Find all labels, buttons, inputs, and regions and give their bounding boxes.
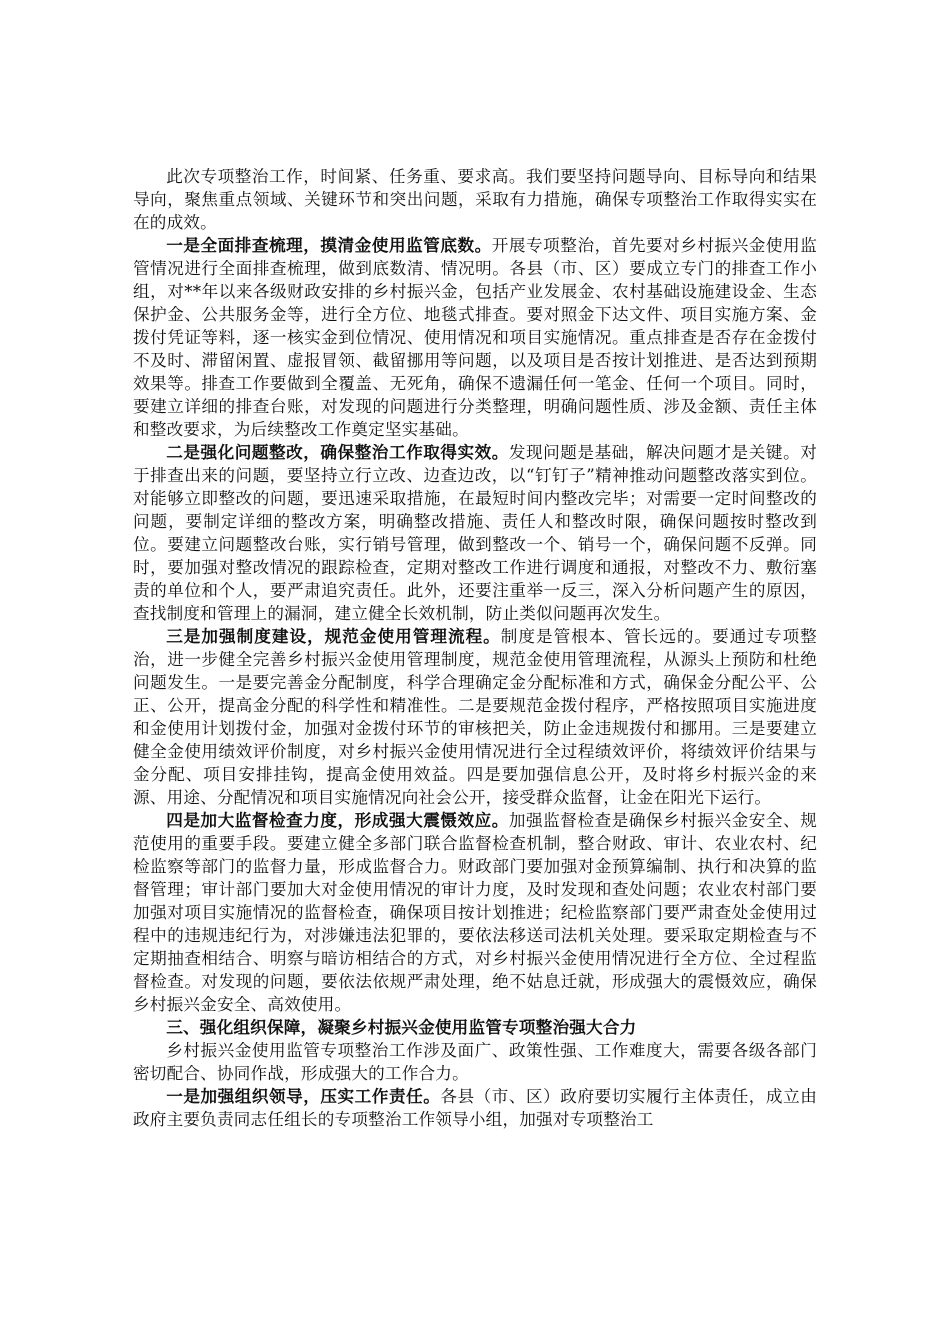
paragraph-body: 开展专项整治，首先要对乡村振兴金使用监管情况进行全面排查梳理，做到底数清、情况明。各县（市、区）要成立专门的排查工作小组，对**年以来各级财政安排的乡村振兴金，包括产业发展金、农村基础设施建设金、生态保护金、公共服务金等，进行全方位、地毯式排查。要对照金下达文件、项目实施方案、金拨付凭证等料，逐一核实金到位情况、使用情况和项目实施情况。重点排查是否存在金拨付不及时、滞留闲置、虚报冒领、截留挪用等问题，以及项目是否按计划推进、是否达到预期效果等。排查工作要做到全覆盖、无死角，确保不遗漏任何一笔金、任何一个项目。同时，要建立详细的排查台账，对发现的问题进行分类整理，明确问题性质、涉及金额、责任主体和整改要求，为后续整改工作奠定坚实基础。 [133,236,817,439]
paragraph-item-1 [133,234,817,441]
paragraph-lead: 三是加强制度建设，规范金使用管理流程。 [166,626,501,646]
document-page [133,165,817,1131]
paragraph-lead: 二是强化问题整改，确保整治工作取得实效。 [166,442,509,462]
paragraph-lead: 一是全面排查梳理，摸清金使用监管底数。 [166,235,492,255]
paragraph-lead: 四是加大监督检查力度，形成强大震慑效应。 [166,810,509,830]
paragraph-body: 发现问题是基础，解决问题才是关键。对于排查出来的问题，要坚持立行立改、边查边改，以“钉钉子”精神推动问题整改落实到位。对能够立即整改的问题，要迅速采取措施，在最短时间内整改完毕；对需要一定时间整改的问题，要制定详细的整改方案，明确整改措施、责任人和整改时限，确保问题按时整改到位。要建立问题整改台账，实行销号管理，做到整改一个、销号一个，确保问题不反弹。同时，要加强对整改情况的跟踪检查，定期对整改工作进行调度和通报，对整改不力、敷衍塞责的单位和个人，要严肃追究责任。此外，还要注重举一反三，深入分析问题产生的原因，查找制度和管理上的漏洞，建立健全长效机制，防止类似问题再次发生。 [133,443,818,623]
paragraph-body: 此次专项整治工作，时间紧、任务重、要求高。我们要坚持问题导向、目标导向和结果导向，聚焦重点领域、关键环节和突出问题，采取有力措施，确保专项整治工作取得实实在在的成效。 [133,167,817,232]
paragraph-item-4 [133,809,817,1016]
paragraph-intro [133,165,817,234]
paragraph-body: 各县（市、区）政府要切实履行主体责任，成立由政府主要负责同志任组长的专项整治工作领导小组，加强对专项整治工 [133,1087,817,1129]
paragraph-body: 乡村振兴金使用监管专项整治工作涉及面广、政策性强、工作难度大，需要各级各部门密切配合、协同作战，形成强大的工作合力。 [133,1041,817,1083]
paragraph-section-intro [133,1039,817,1085]
paragraph-item-5 [133,1085,817,1131]
section-heading-text: 三、强化组织保障，凝聚乡村振兴金使用监管专项整治强大合力 [166,1017,637,1037]
paragraph-lead: 一是加强组织领导，压实工作责任。 [166,1086,441,1106]
paragraph-item-3 [133,625,817,809]
section-heading [133,1016,817,1039]
paragraph-body: 制度是管根本、管长远的。要通过专项整治，进一步健全完善乡村振兴金使用管理制度，规范金使用管理流程，从源头上预防和杜绝问题发生。一是要完善金分配制度，科学合理确定金分配标准和方式，确保金分配公平、公正、公开，提高金分配的科学性和精准性。二是要规范金拨付程序，严格按照项目实施进度和金使用计划拨付金，加强对金拨付环节的审核把关，防止金违规拨付和挪用。三是要建立健全金使用绩效评价制度，对乡村振兴金使用情况进行全过程绩效评价，将绩效评价结果与金分配、项目安排挂钩，提高金使用效益。四是要加强信息公开，及时将乡村振兴金的来源、用途、分配情况和项目实施情况向社会公开，接受群众监督，让金在阳光下运行。 [133,627,817,807]
paragraph-item-2 [133,441,817,625]
paragraph-body: 加强监督检查是确保乡村振兴金安全、规范使用的重要手段。要建立健全多部门联合监督检查机制，整合财政、审计、农业农村、纪检监察等部门的监督力量，形成监督合力。财政部门要加强对金预算编制、执行和决算的监督管理；审计部门要加大对金使用情况的审计力度，及时发现和查处问题；农业农村部门要加强对项目实施情况的监督检查，确保项目按计划推进；纪检监察部门要严肃查处金使用过程中的违规违纪行为，对涉嫌违法犯罪的，要依法移送司法机关处理。要采取定期检查与不定期抽查相结合、明察与暗访相结合的方式，对乡村振兴金使用情况进行全方位、全过程监督检查。对发现的问题，要依法依规严肃处理，绝不姑息迁就，形成强大的震慑效应，确保乡村振兴金安全、高效使用。 [133,811,818,1014]
